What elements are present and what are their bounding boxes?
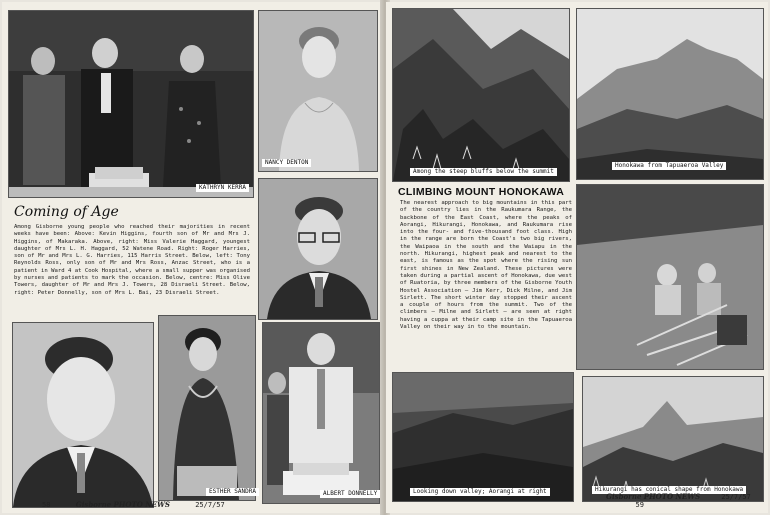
photo-campsite	[576, 184, 764, 370]
caption-valley-view: Honokawa from Tapuaeroa Valley	[612, 162, 726, 170]
photo-steep-bluffs	[392, 8, 570, 182]
left-footer	[42, 500, 225, 509]
photo-boy-cake-image	[263, 323, 379, 503]
photo-group-cake	[8, 10, 254, 198]
left-brand: Gisborne PHOTO NEWS	[75, 500, 170, 509]
photo-woman-portrait-image	[259, 11, 377, 171]
right-brand: Gisborne PHOTO NEWS	[606, 492, 701, 501]
photo-hikurangi	[582, 376, 764, 502]
photo-boy-portrait	[12, 322, 154, 508]
photo-man-glasses-image	[259, 179, 377, 319]
photo-looking-down-valley-image	[393, 373, 573, 501]
photo-group-cake-image	[9, 11, 253, 197]
caption-bluffs: Among the steep bluffs below the summit	[410, 168, 557, 176]
right-page	[386, 2, 768, 513]
photo-girl	[158, 315, 256, 501]
caption-couple: KATHRYN KERRA	[196, 184, 249, 192]
right-page-number: 59	[635, 501, 644, 509]
photo-woman-portrait	[258, 10, 378, 172]
photo-looking-down-valley	[392, 372, 574, 502]
left-date: 25/7/57	[195, 501, 225, 509]
photo-boy-cake	[262, 322, 380, 504]
photo-man-glasses	[258, 178, 378, 320]
caption-hikurangi: Hikurangi has conical shape from Honokawa	[592, 486, 746, 494]
right-date: 25/7/57	[721, 493, 751, 501]
photo-steep-bluffs-image	[393, 9, 569, 181]
photo-hikurangi-image	[583, 377, 763, 501]
photo-girl-image	[159, 316, 255, 500]
caption-looking-down: Looking down valley; Aorangi at right	[410, 488, 550, 496]
caption-boy-cake: ALBERT DONNELLY	[320, 490, 380, 498]
heading-climbing-mount-honokawa: CLIMBING MOUNT HONOKAWA	[398, 186, 565, 198]
left-page-number: 58	[42, 501, 51, 509]
right-footer	[606, 492, 768, 509]
photo-campsite-image	[577, 185, 763, 369]
heading-coming-of-age: Coming of Age	[14, 204, 119, 220]
photo-valley-view-image	[577, 9, 763, 179]
photo-boy-portrait-image	[13, 323, 153, 507]
photo-valley-view	[576, 8, 764, 180]
coming-of-age-text: Among Gisborne young people who reached their majorities in recent weeks have been: Above: Kevin Higgins, fourth son of Mr and Mrs J. Higgins, of Makaraka. Above, right: Miss Valerie Haggard, youngest daughter of Mrs L. H. Haggard, 52 Watene Road. Right: Roger Harries, son of Mr and Mrs L. G. Harries, 115 Harris Street. Below, left: Tony Reynolds Ross, only son of Mr and Mrs Ross, Anzac Street, who is a patient in Ward 4 at Cook Hospital, where a small supper was organised by nurses and patients to mark the occasion. Below, centre: Miss Olive Towers, daughter of Mr and Mrs J. Towers, 28 Disraeli Street. Below, right: Peter Donnelly, son of Mrs L. Bai, 23 Disraeli Street.	[14, 224, 250, 296]
climbing-text: The nearest approach to big mountains in this part of the country lies in the Raukumara Range, the backbone of the East Coast, where the peaks of Aorangi, Hikurangi, Honokawa, and Raukumara rise into the four- and five-thousand foot class. High in the range are born the Coast's two big rivers, the Waipaoa in the south and the Waiapu in the north. Hikurangi, highest peak and nearest to the east, is famous as the spot where the rising sun first shines in New Zealand. These pictures were taken during a partial ascent of Honokawa, due west of Ruatoria, by three members of the Gisborne Youth Hostel Association — Jim Kerr, Dick Milne, and Jim Sirlett. The short winter day stopped their ascent a couple of hours from the summit. Two of the climbers — Milne and Sirlett — are seen at right having a cuppa at their camp site in the Tapuaeroa Valley on their way in to the mountain.	[400, 200, 572, 331]
caption-girl: ESTHER SANDRA	[206, 488, 259, 496]
caption-woman: NANCY DENTON	[262, 159, 311, 167]
left-page	[2, 2, 382, 513]
